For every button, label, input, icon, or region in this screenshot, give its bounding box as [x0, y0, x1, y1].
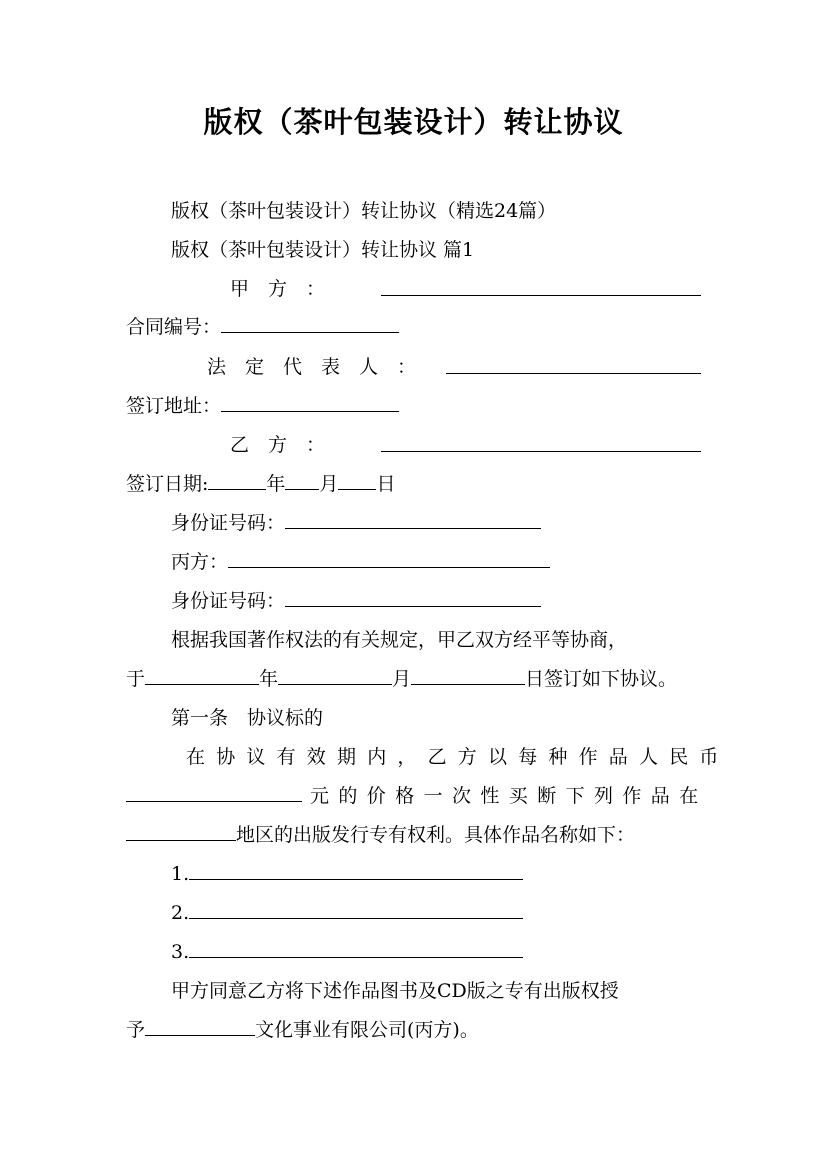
para1-month-label: 月 — [392, 668, 412, 690]
para2-line2 — [126, 783, 708, 809]
legal-rep-label: 法 定 代 表 人 ： — [207, 356, 417, 378]
para1-year-label: 年 — [259, 668, 279, 690]
sign-year-label: 年 — [266, 473, 286, 495]
id-no-2-blank — [285, 589, 541, 607]
para2-line2-text: 元的价格一次性买断下列作品在 — [310, 785, 708, 807]
work-item-3 — [171, 939, 523, 965]
para2-line1: 在协议有效期内，乙方以每种作品人民币 — [186, 746, 730, 768]
work-item-2 — [171, 900, 523, 926]
para1-year-blank — [145, 667, 259, 685]
para1-month-blank — [278, 667, 392, 685]
company-blank — [145, 1018, 255, 1036]
para3-line2 — [126, 1017, 479, 1043]
para3-prefix: 予 — [126, 1019, 146, 1041]
party-c-blank — [228, 550, 550, 568]
sign-day-blank — [338, 472, 376, 490]
sign-day-label: 日 — [376, 473, 396, 495]
para1-line1: 根据我国著作权法的有关规定，甲乙双方经平等协商， — [171, 629, 628, 651]
para3-suffix: 文化事业有限公司(丙方)。 — [255, 1019, 479, 1041]
para2-line3 — [126, 822, 635, 848]
work-item-2-number: 2. — [171, 902, 190, 924]
sign-address-blank — [221, 394, 399, 412]
sign-date-row — [126, 471, 395, 497]
para1-day-blank — [411, 667, 525, 685]
sign-month-label: 月 — [319, 473, 339, 495]
price-blank — [126, 784, 302, 802]
party-c-row — [171, 549, 550, 575]
work-item-1-blank — [189, 862, 523, 880]
id-no-2-row — [171, 588, 541, 614]
id-no-2-label: 身份证号码： — [171, 590, 286, 612]
id-no-1-label: 身份证号码： — [171, 512, 286, 534]
legal-rep-blank — [446, 356, 701, 374]
sign-address-label: 签订地址： — [126, 395, 222, 417]
work-item-3-blank — [189, 940, 523, 958]
party-b-label: 乙 方 ： — [230, 434, 326, 456]
para3-line1: 甲方同意乙方将下述作品图书及CD版之专有出版权授 — [171, 980, 619, 1002]
document-title: 版权（茶叶包装设计）转让协议 — [203, 105, 624, 139]
sign-month-blank — [285, 472, 319, 490]
work-item-3-number: 3. — [171, 941, 190, 963]
work-item-1-number: 1. — [171, 863, 190, 885]
id-no-1-blank — [285, 511, 541, 529]
party-a-blank — [381, 278, 701, 296]
party-a-label: 甲 方 ： — [230, 278, 326, 300]
subtitle: 版权（茶叶包装设计）转让协议（精选24篇） — [171, 200, 557, 222]
article-1-heading: 第一条 协议标的 — [171, 707, 324, 729]
work-item-1 — [171, 861, 523, 887]
para1-prefix: 于 — [126, 668, 146, 690]
para1-line2 — [126, 666, 677, 692]
region-blank — [126, 823, 236, 841]
contract-no-blank — [221, 315, 399, 333]
para1-suffix: 日签订如下协议。 — [525, 668, 678, 690]
section-title: 版权（茶叶包装设计）转让协议 篇1 — [171, 239, 475, 261]
sign-address-row — [126, 393, 399, 419]
sign-year-blank — [208, 472, 266, 490]
id-no-1-row — [171, 510, 541, 536]
para2-line3-text: 地区的出版发行专有权利。具体作品名称如下： — [236, 824, 636, 846]
work-item-2-blank — [189, 901, 523, 919]
contract-no-label: 合同编号： — [126, 316, 222, 338]
sign-date-label: 签订日期: — [126, 473, 209, 495]
contract-no-row — [126, 314, 399, 340]
party-b-blank — [381, 434, 701, 452]
party-c-label: 丙方： — [171, 551, 229, 573]
